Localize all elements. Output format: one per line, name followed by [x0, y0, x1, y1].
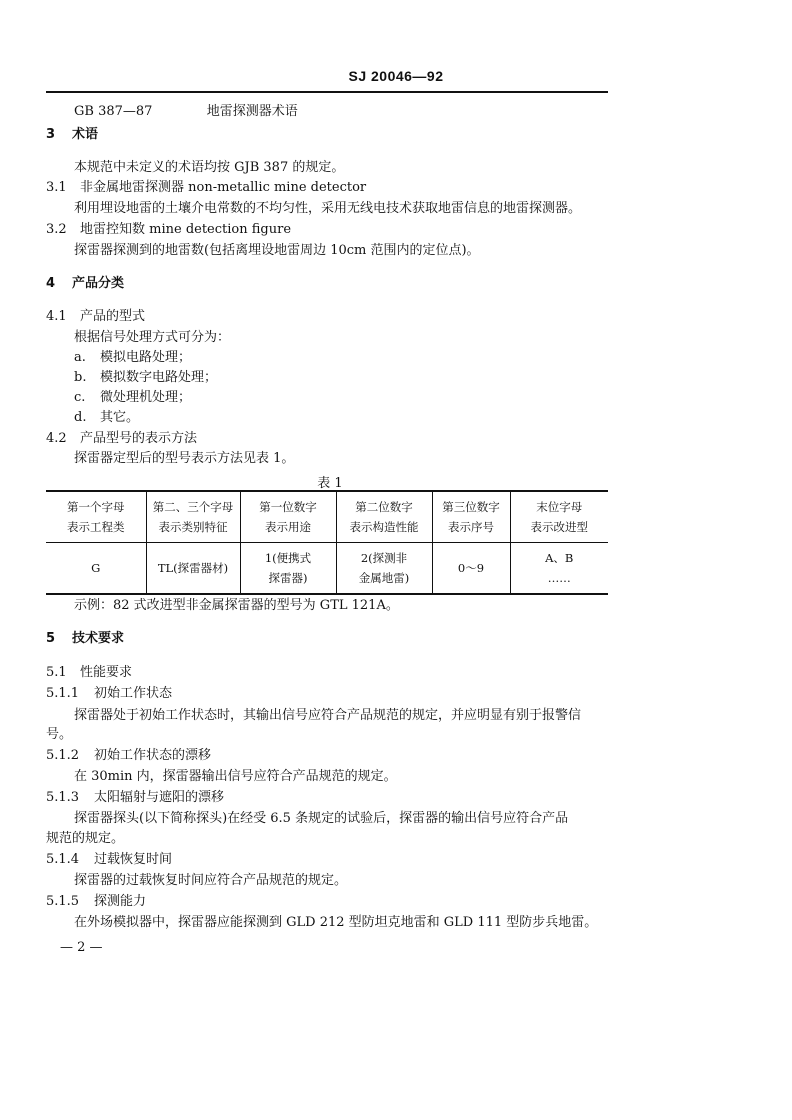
table-cell: A、B …… [510, 543, 608, 595]
section-5-1-heading: 5.1 性能要求 [46, 665, 133, 680]
section-5-heading: 5 技术要求 [46, 631, 125, 646]
example-line: 示例：82 式改进型非金属探雷器的型号为 GTL 121A。 [74, 598, 399, 613]
section-5-1-2-heading: 5.1.2 初始工作状态的漂移 [46, 748, 212, 763]
model-designation-table [46, 490, 608, 595]
standard-code-header: SJ 20046—92 [348, 68, 444, 84]
section-3-2-heading: 3.2 地雷控知数 mine detection figure [46, 222, 292, 237]
table-row [46, 543, 608, 595]
section-3-2-paragraph: 探雷器探测到的地雷数(包括离埋设地雷周边 10cm 范围内的定位点)。 [74, 243, 480, 258]
section-3-1-paragraph: 利用埋设地雷的土壤介电常数的不均匀性，采用无线电技术获取地雷信息的地雷探测器。 [74, 201, 582, 216]
section-4-2-heading: 4.2 产品型号的表示方法 [46, 431, 198, 446]
header-rule [46, 91, 608, 93]
reference-code: GB 387—87 [74, 104, 153, 119]
list-item-a: a. 模拟电路处理； [74, 350, 192, 365]
list-item-b: b. 模拟数字电路处理； [74, 370, 218, 385]
section-5-1-5-heading: 5.1.5 探测能力 [46, 894, 147, 909]
table-cell: G [46, 543, 146, 595]
section-5-1-4-heading: 5.1.4 过载恢复时间 [46, 852, 173, 867]
table-cell: 2(探测非 金属地雷) [336, 543, 432, 595]
section-5-1-1-heading: 5.1.1 初始工作状态 [46, 686, 173, 701]
section-5-1-3-heading: 5.1.3 太阳辐射与遮阳的漂移 [46, 790, 225, 805]
table-cell: 1(便携式 探雷器) [240, 543, 336, 595]
section-5-1-2-paragraph: 在 30min 内，探雷器输出信号应符合产品规范的规定。 [74, 769, 397, 784]
section-3-paragraph: 本规范中未定义的术语均按 GJB 387 的规定。 [74, 160, 345, 175]
table-header-cell: 第一位数字 表示用途 [240, 491, 336, 543]
section-4-1-heading: 4.1 产品的型式 [46, 309, 146, 324]
table-header-cell: 第一个字母 表示工程类 [46, 491, 146, 543]
section-3-heading: 3 术语 [46, 127, 99, 142]
list-item-d: d. 其它。 [74, 410, 140, 425]
table-caption: 表 1 [317, 476, 343, 491]
section-4-2-paragraph: 探雷器定型后的型号表示方法见表 1。 [74, 451, 295, 466]
page-number: — 2 — [60, 940, 103, 955]
section-5-1-4-paragraph: 探雷器的过载恢复时间应符合产品规范的规定。 [74, 873, 348, 888]
section-5-1-1-paragraph-cont: 号。 [46, 727, 73, 742]
table-header-row [46, 491, 608, 543]
table-header-cell: 第二位数字 表示构造性能 [336, 491, 432, 543]
section-4-1-paragraph: 根据信号处理方式可分为： [74, 330, 231, 345]
section-5-1-5-paragraph: 在外场模拟器中，探雷器应能探测到 GLD 212 型防坦克地雷和 GLD 111 型防步兵地雷。 [74, 915, 598, 930]
table-cell: 0～9 [432, 543, 510, 595]
list-item-c: c. 微处理机处理； [74, 390, 192, 405]
reference-title: 地雷探测器术语 [206, 104, 298, 119]
section-5-1-3-paragraph-cont: 规范的规定。 [46, 831, 125, 846]
reference-line [74, 104, 298, 120]
table-header-cell: 第二、三个字母 表示类别特征 [146, 491, 240, 543]
section-5-1-1-paragraph: 探雷器处于初始工作状态时，其输出信号应符合产品规范的规定，并应明显有别于报警信 [74, 708, 582, 723]
table-cell: TL(探雷器材) [146, 543, 240, 595]
section-5-1-3-paragraph: 探雷器探头(以下简称探头)在经受 6.5 条规定的试验后，探雷器的输出信号应符合产品 [74, 811, 569, 826]
table-header-cell: 末位字母 表示改进型 [510, 491, 608, 543]
table-header-cell: 第三位数字 表示序号 [432, 491, 510, 543]
section-4-heading: 4 产品分类 [46, 276, 125, 291]
section-3-1-heading: 3.1 非金属地雷探测器 non-metallic mine detector [46, 180, 367, 195]
